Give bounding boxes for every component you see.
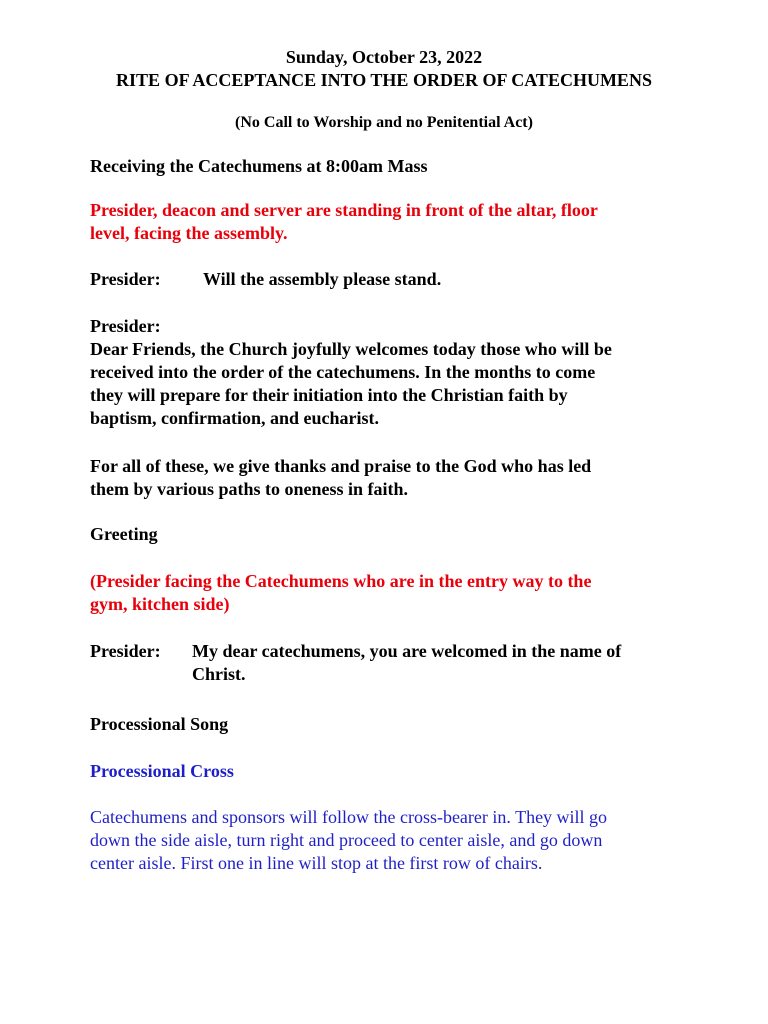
receiving-heading: Receiving the Catechumens at 8:00am Mass (90, 156, 428, 176)
document-date: Sunday, October 23, 2022 (285, 47, 483, 67)
welcome-line: they will prepare for their initiation into the Christian faith by (90, 385, 568, 405)
processional-cross-heading: Processional Cross (90, 761, 234, 781)
speaker-label: Presider: (90, 269, 161, 289)
greeting-instruction-line: gym, kitchen side) (90, 594, 230, 614)
dialogue-text: Christ. (192, 664, 246, 684)
procession-line: Catechumens and sponsors will follow the cross-bearer in. They will go (90, 807, 608, 827)
greeting-instruction-line: (Presider facing the Catechumens who are in the entry way to the (90, 571, 592, 591)
thanks-line: them by various paths to oneness in faith. (90, 479, 409, 499)
speaker-label: Presider: (90, 641, 161, 661)
processional-song-heading: Processional Song (90, 714, 229, 734)
receiving-instruction-line: Presider, deacon and server are standing in front of the altar, floor (90, 200, 598, 220)
stand-dialogue (90, 268, 690, 291)
greeting-dialogue (90, 640, 690, 686)
welcome-line: Dear Friends, the Church joyfully welcomes today those who will be (90, 339, 612, 359)
procession-line: down the side aisle, turn right and proceed to center aisle, and go down (90, 830, 603, 850)
speaker-label: Presider: (90, 316, 161, 336)
procession-line: center aisle. First one in line will stop at the first row of chairs. (90, 853, 543, 873)
document-title: RITE OF ACCEPTANCE INTO THE ORDER OF CATECHUMENS (116, 70, 652, 90)
dialogue-text: My dear catechumens, you are welcomed in the name of (192, 641, 622, 661)
thanks-line: For all of these, we give thanks and praise to the God who has led (90, 456, 592, 476)
welcome-line: baptism, confirmation, and eucharist. (90, 408, 380, 428)
dialogue-text: Will the assembly please stand. (203, 269, 442, 289)
greeting-heading: Greeting (90, 524, 158, 544)
document-note: (No Call to Worship and no Penitential Act) (235, 114, 533, 131)
welcome-line: received into the order of the catechumens. In the months to come (90, 362, 596, 382)
receiving-instruction-line: level, facing the assembly. (90, 223, 288, 243)
